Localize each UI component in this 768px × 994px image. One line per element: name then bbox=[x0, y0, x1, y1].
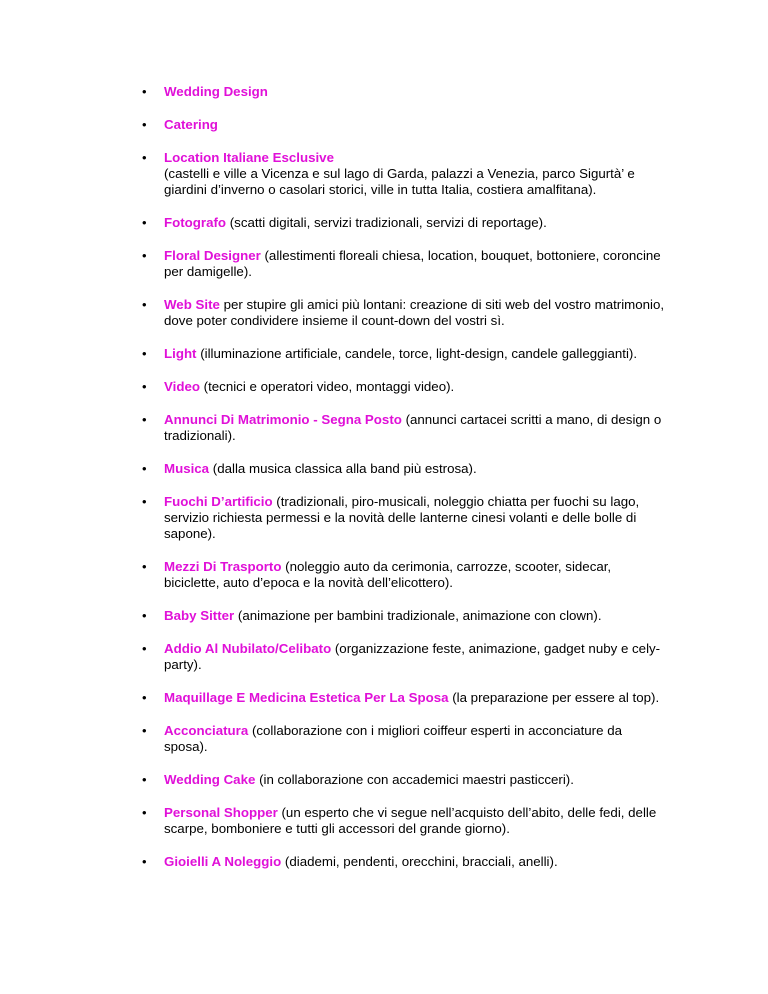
list-item bbox=[0, 854, 768, 870]
service-title: Video bbox=[164, 379, 200, 394]
list-item bbox=[0, 641, 768, 673]
list-item bbox=[0, 379, 768, 395]
service-title: Musica bbox=[164, 461, 210, 476]
service-title: Floral Designer bbox=[164, 248, 261, 263]
service-title: Maquillage E Medicina Estetica Per La Sposa bbox=[164, 690, 449, 705]
bullet-icon: • bbox=[142, 641, 147, 656]
bullet-icon: • bbox=[142, 559, 147, 574]
bullet-icon: • bbox=[142, 84, 147, 99]
service-description: (allestimenti floreali chiesa, location, bouquet, bottoniere, coroncine per damigelle). bbox=[164, 248, 661, 279]
service-description: (la preparazione per essere al top). bbox=[448, 690, 660, 705]
list-item bbox=[0, 215, 768, 231]
list-item bbox=[0, 805, 768, 837]
list-item bbox=[0, 84, 768, 100]
service-title: Light bbox=[164, 346, 197, 361]
service-description: (annunci cartacei scritti a mano, di design o tradizionali). bbox=[164, 412, 662, 443]
list-item bbox=[0, 117, 768, 133]
list-item bbox=[0, 494, 768, 542]
service-title: Baby Sitter bbox=[164, 608, 235, 623]
service-description: (dalla musica classica alla band più estrosa). bbox=[209, 461, 477, 476]
bullet-icon: • bbox=[142, 461, 147, 476]
list-item bbox=[0, 559, 768, 591]
list-item bbox=[0, 412, 768, 444]
service-title: Catering bbox=[164, 117, 218, 132]
service-description: (illuminazione artificiale, candele, torce, light-design, candele galleggianti). bbox=[196, 346, 638, 361]
list-item bbox=[0, 608, 768, 624]
bullet-icon: • bbox=[142, 297, 147, 312]
service-title: Fuochi D’artificio bbox=[164, 494, 273, 509]
list-item bbox=[0, 461, 768, 477]
service-list bbox=[0, 84, 768, 887]
service-description: per stupire gli amici più lontani: creazione di siti web del vostro matrimonio, dove poter condividere insieme il count-down del vostri sì. bbox=[164, 297, 665, 328]
service-description: (un esperto che vi segue nell’acquisto dell’abito, delle fedi, delle scarpe, bomboniere e tutti gli accessori del grande giorno). bbox=[164, 805, 657, 836]
bullet-icon: • bbox=[142, 346, 147, 361]
bullet-icon: • bbox=[142, 412, 147, 427]
service-title: Addio Al Nubilato/Celibato bbox=[164, 641, 332, 656]
service-title: Gioielli A Noleggio bbox=[164, 854, 282, 869]
service-description: (collaborazione con i migliori coiffeur esperti in acconciature da sposa). bbox=[164, 723, 622, 754]
bullet-icon: • bbox=[142, 723, 147, 738]
list-item bbox=[0, 297, 768, 329]
service-title: Mezzi Di Trasporto bbox=[164, 559, 282, 574]
bullet-icon: • bbox=[142, 608, 147, 623]
service-title: Fotografo bbox=[164, 215, 227, 230]
bullet-icon: • bbox=[142, 117, 147, 132]
bullet-icon: • bbox=[142, 690, 147, 705]
list-item bbox=[0, 690, 768, 706]
list-item bbox=[0, 150, 768, 198]
bullet-icon: • bbox=[142, 248, 147, 263]
bullet-icon: • bbox=[142, 854, 147, 869]
service-description: (tradizionali, piro-musicali, noleggio chiatta per fuochi su lago, servizio richiesta permessi e la novità delle lanterne cinesi volanti e delle bolle di sapone). bbox=[164, 494, 640, 541]
service-description: (scatti digitali, servizi tradizionali, servizi di reportage). bbox=[226, 215, 547, 230]
service-title: Personal Shopper bbox=[164, 805, 278, 820]
bullet-icon: • bbox=[142, 150, 147, 165]
bullet-icon: • bbox=[142, 805, 147, 820]
service-description: (noleggio auto da cerimonia, carrozze, scooter, sidecar, biciclette, auto d’epoca e la novità dell’elicottero). bbox=[164, 559, 612, 590]
service-description: (organizzazione feste, animazione, gadget nuby e cely-party). bbox=[164, 641, 661, 672]
service-title: Wedding Cake bbox=[164, 772, 256, 787]
bullet-icon: • bbox=[142, 379, 147, 394]
bullet-icon: • bbox=[142, 494, 147, 509]
bullet-icon: • bbox=[142, 772, 147, 787]
bullet-icon: • bbox=[142, 215, 147, 230]
service-title: Web Site bbox=[164, 297, 220, 312]
list-item bbox=[0, 248, 768, 280]
list-item bbox=[0, 346, 768, 362]
list-item bbox=[0, 723, 768, 755]
service-title: Annunci Di Matrimonio - Segna Posto bbox=[164, 412, 402, 427]
service-title: Wedding Design bbox=[164, 84, 268, 99]
service-description: (animazione per bambini tradizionale, animazione con clown). bbox=[234, 608, 602, 623]
list-item bbox=[0, 772, 768, 788]
service-title: Location Italiane Esclusive bbox=[164, 150, 334, 165]
service-description: (castelli e ville a Vicenza e sul lago di Garda, palazzi a Venezia, parco Sigurtà’ e giardini d’inverno o casolari storici, ville in tutta Italia, costiera amalfitana). bbox=[164, 166, 635, 197]
service-description: (in collaborazione con accademici maestri pasticceri). bbox=[255, 772, 574, 787]
service-description: (tecnici e operatori video, montaggi video). bbox=[199, 379, 455, 394]
service-title: Acconciatura bbox=[164, 723, 249, 738]
service-description: (diademi, pendenti, orecchini, bracciali, anelli). bbox=[281, 854, 558, 869]
